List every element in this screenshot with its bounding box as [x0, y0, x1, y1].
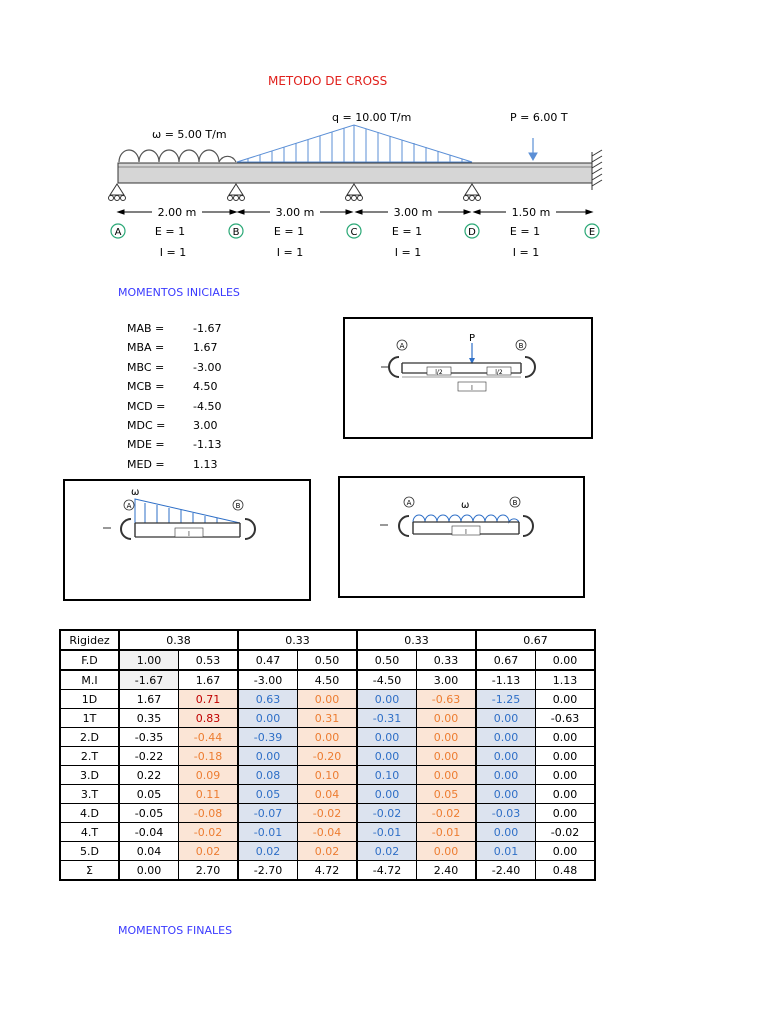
- span-de-length: 1.50 m: [511, 206, 551, 219]
- node-b-label: B: [518, 342, 524, 350]
- table-cell: 0.00: [417, 842, 477, 861]
- moment-key: MBA =: [127, 341, 165, 354]
- table-cell: 0.01: [476, 842, 536, 861]
- table-cell: 0.00: [357, 747, 417, 766]
- table-cell: 0.05: [238, 785, 298, 804]
- triangular-load-diagram: [63, 479, 311, 601]
- table-cell: 0.00: [536, 690, 596, 709]
- table-cell: 0.00: [476, 823, 536, 842]
- table-cell: -0.31: [357, 709, 417, 728]
- node-b-label: B: [235, 502, 241, 510]
- table-cell: 0.11: [179, 785, 239, 804]
- span-bc-length: 3.00 m: [275, 206, 315, 219]
- table-cell: 0.10: [298, 766, 358, 785]
- uniform-load-figure: [340, 478, 583, 596]
- table-cell: 0.02: [298, 842, 358, 861]
- table-cell: 0.00: [476, 728, 536, 747]
- table-cell: 0.00: [536, 766, 596, 785]
- table-cell: 0.00: [298, 728, 358, 747]
- table-cell: -0.01: [357, 823, 417, 842]
- table-cell: 0.00: [357, 785, 417, 804]
- node-b-label: B: [512, 499, 518, 507]
- moment-key: MCD =: [127, 400, 166, 413]
- table-row: [60, 861, 595, 881]
- moment-value: -4.50: [193, 400, 222, 413]
- table-cell: 0.83: [179, 709, 239, 728]
- table-cell: 0.00: [536, 842, 596, 861]
- row-label: 3.T: [60, 785, 119, 804]
- span-bc-e: E = 1: [273, 225, 305, 238]
- beam-diagram: [100, 100, 620, 270]
- table-cell: 0.00: [536, 804, 596, 823]
- node-d-label: D: [468, 227, 476, 238]
- table-cell: 0.02: [179, 842, 239, 861]
- w-load-label: ω = 5.00 T/m: [152, 128, 227, 141]
- table-cell: 0.53: [179, 650, 239, 670]
- moment-key: MDE =: [127, 438, 165, 451]
- w-label: ω: [461, 500, 470, 511]
- rigidez-bc: 0.33: [238, 630, 357, 650]
- table-cell: 0.48: [536, 861, 596, 881]
- span-ab-length: 2.00 m: [157, 206, 197, 219]
- table-cell: 0.71: [179, 690, 239, 709]
- table-cell: 0.00: [476, 747, 536, 766]
- node-a-label: A: [406, 499, 412, 507]
- table-cell: 0.00: [536, 650, 596, 670]
- moment-value: -3.00: [193, 361, 222, 374]
- table-cell: -0.22: [119, 747, 179, 766]
- point-load-figure: [345, 319, 591, 437]
- moment-value: -1.67: [193, 322, 222, 335]
- span-de-e: E = 1: [509, 225, 541, 238]
- rigidez-de: 0.67: [476, 630, 595, 650]
- span-bc-i: I = 1: [276, 246, 304, 259]
- row-label: F.D: [60, 650, 119, 670]
- page-title: METODO DE CROSS: [268, 74, 388, 88]
- span-ab-i: I = 1: [159, 246, 187, 259]
- node-a-label: A: [126, 502, 132, 510]
- moment-key: MDC =: [127, 419, 166, 432]
- initial-moments-heading: MOMENTOS INICIALES: [118, 286, 240, 299]
- table-cell: 2.70: [179, 861, 239, 881]
- table-cell: 1.67: [119, 690, 179, 709]
- moment-value: 4.50: [193, 380, 218, 393]
- table-cell: 0.02: [238, 842, 298, 861]
- table-cell: 0.00: [417, 747, 477, 766]
- table-cell: 0.08: [238, 766, 298, 785]
- table-cell: -0.02: [536, 823, 596, 842]
- table-cell: 3.00: [417, 670, 477, 690]
- roller-support-c: [346, 184, 363, 201]
- table-row: [60, 823, 595, 842]
- table-cell: -0.07: [238, 804, 298, 823]
- table-cell: 0.00: [417, 709, 477, 728]
- table-cell: -0.04: [298, 823, 358, 842]
- uniform-load: [119, 150, 236, 162]
- table-row: [60, 785, 595, 804]
- final-moments-heading: MOMENTOS FINALES: [118, 924, 233, 937]
- p-label: P: [469, 333, 476, 344]
- rigidez-cd: 0.33: [357, 630, 476, 650]
- cross-table: [59, 629, 596, 881]
- half-length-label: l/2: [495, 369, 503, 376]
- table-cell: -1.67: [119, 670, 179, 690]
- moment-key: MCB =: [127, 380, 165, 393]
- moment-key: MBC =: [127, 361, 165, 374]
- row-label: 1T: [60, 709, 119, 728]
- table-cell: 0.00: [476, 766, 536, 785]
- table-cell: 0.00: [536, 785, 596, 804]
- table-cell: 4.50: [298, 670, 358, 690]
- table-cell: -0.35: [119, 728, 179, 747]
- node-a-label: A: [399, 342, 405, 350]
- table-cell: -0.08: [179, 804, 239, 823]
- span-ab-e: E = 1: [154, 225, 186, 238]
- table-cell: 0.00: [119, 861, 179, 881]
- table-cell: 0.63: [238, 690, 298, 709]
- table-row: [60, 728, 595, 747]
- node-c-label: C: [350, 227, 358, 238]
- roller-support-a: [109, 184, 126, 201]
- table-cell: -1.25: [476, 690, 536, 709]
- roller-support-d: [464, 184, 481, 201]
- uniform-load-diagram: [338, 476, 585, 598]
- moment-value: 3.00: [193, 419, 218, 432]
- beam-body: [118, 163, 592, 183]
- table-cell: -0.02: [417, 804, 477, 823]
- table-cell: 0.04: [298, 785, 358, 804]
- table-cell: -4.50: [357, 670, 417, 690]
- table-cell: -4.72: [357, 861, 417, 881]
- node-a-label: A: [114, 227, 122, 238]
- moment-key: MAB =: [127, 322, 165, 335]
- length-label: l: [471, 385, 473, 392]
- table-cell: -0.04: [119, 823, 179, 842]
- table-cell: 0.31: [298, 709, 358, 728]
- moment-key: MED =: [127, 458, 165, 471]
- table-cell: -1.13: [476, 670, 536, 690]
- table-row: [60, 747, 595, 766]
- roller-support-b: [228, 184, 245, 201]
- row-label: 4.T: [60, 823, 119, 842]
- table-cell: 0.04: [119, 842, 179, 861]
- table-cell: 0.47: [238, 650, 298, 670]
- table-cell: 1.13: [536, 670, 596, 690]
- row-label: 1D: [60, 690, 119, 709]
- table-row: [60, 842, 595, 861]
- table-row: [60, 690, 595, 709]
- row-label: 2.T: [60, 747, 119, 766]
- table-cell: 0.67: [476, 650, 536, 670]
- table-cell: 0.22: [119, 766, 179, 785]
- table-cell: 0.09: [179, 766, 239, 785]
- table-cell: 0.00: [298, 690, 358, 709]
- row-label: 4.D: [60, 804, 119, 823]
- table-row: [60, 709, 595, 728]
- table-header-row: [60, 630, 595, 650]
- table-cell: 0.00: [238, 747, 298, 766]
- table-cell: 0.33: [417, 650, 477, 670]
- span-cd-i: I = 1: [394, 246, 422, 259]
- table-cell: 0.00: [476, 785, 536, 804]
- table-row: [60, 766, 595, 785]
- table-cell: 0.05: [417, 785, 477, 804]
- fixed-support-e: [592, 150, 602, 190]
- row-label: Σ: [60, 861, 119, 881]
- table-cell: 0.50: [357, 650, 417, 670]
- point-load-diagram: [343, 317, 593, 439]
- table-cell: 0.00: [357, 690, 417, 709]
- triangular-load: [237, 125, 472, 162]
- table-cell: 0.00: [417, 766, 477, 785]
- table-cell: -0.18: [179, 747, 239, 766]
- table-cell: -0.63: [417, 690, 477, 709]
- table-cell: 0.00: [357, 728, 417, 747]
- p-load-label: P = 6.00 T: [510, 111, 568, 124]
- table-cell: 0.02: [357, 842, 417, 861]
- row-label: 3.D: [60, 766, 119, 785]
- table-cell: -0.02: [179, 823, 239, 842]
- table-cell: -0.01: [238, 823, 298, 842]
- node-e-label: E: [588, 227, 596, 238]
- table-cell: -2.40: [476, 861, 536, 881]
- table-cell: 0.00: [417, 728, 477, 747]
- table-cell: 0.00: [536, 728, 596, 747]
- q-load-label: q = 10.00 T/m: [332, 111, 412, 124]
- table-cell: 0.00: [536, 747, 596, 766]
- table-body: [60, 650, 595, 880]
- table-row: [60, 804, 595, 823]
- w-label: ω: [131, 487, 140, 498]
- table-cell: 0.00: [238, 709, 298, 728]
- span-cd-e: E = 1: [391, 225, 423, 238]
- table-cell: 1.67: [179, 670, 239, 690]
- table-cell: -0.39: [238, 728, 298, 747]
- moment-value: 1.13: [193, 458, 218, 471]
- table-cell: -0.63: [536, 709, 596, 728]
- length-label: l: [188, 531, 190, 538]
- row-label: 2.D: [60, 728, 119, 747]
- table-cell: -3.00: [238, 670, 298, 690]
- table-cell: -0.44: [179, 728, 239, 747]
- row-label: 5.D: [60, 842, 119, 861]
- table-cell: 1.00: [119, 650, 179, 670]
- length-label: l: [465, 529, 467, 536]
- table-row: [60, 650, 595, 670]
- table-cell: 0.50: [298, 650, 358, 670]
- rigidez-ab: 0.38: [119, 630, 238, 650]
- row-label: M.I: [60, 670, 119, 690]
- span-de-i: I = 1: [512, 246, 540, 259]
- table-cell: 2.40: [417, 861, 477, 881]
- span-cd-length: 3.00 m: [393, 206, 433, 219]
- table-cell: -0.05: [119, 804, 179, 823]
- moment-value: -1.13: [193, 438, 222, 451]
- table-cell: -0.03: [476, 804, 536, 823]
- table-cell: 0.35: [119, 709, 179, 728]
- table-cell: -0.20: [298, 747, 358, 766]
- table-cell: -0.01: [417, 823, 477, 842]
- table-cell: -2.70: [238, 861, 298, 881]
- table-cell: 4.72: [298, 861, 358, 881]
- node-b-label: B: [232, 227, 240, 238]
- half-length-label: l/2: [435, 369, 443, 376]
- table-cell: -0.02: [357, 804, 417, 823]
- point-load-arrow: [529, 138, 537, 160]
- triangular-load-figure: [65, 481, 309, 599]
- rigidez-label: Rigidez: [60, 630, 119, 650]
- table-row: [60, 670, 595, 690]
- table-cell: 0.05: [119, 785, 179, 804]
- moment-value: 1.67: [193, 341, 218, 354]
- table-cell: 0.00: [476, 709, 536, 728]
- table-cell: 0.10: [357, 766, 417, 785]
- table-cell: -0.02: [298, 804, 358, 823]
